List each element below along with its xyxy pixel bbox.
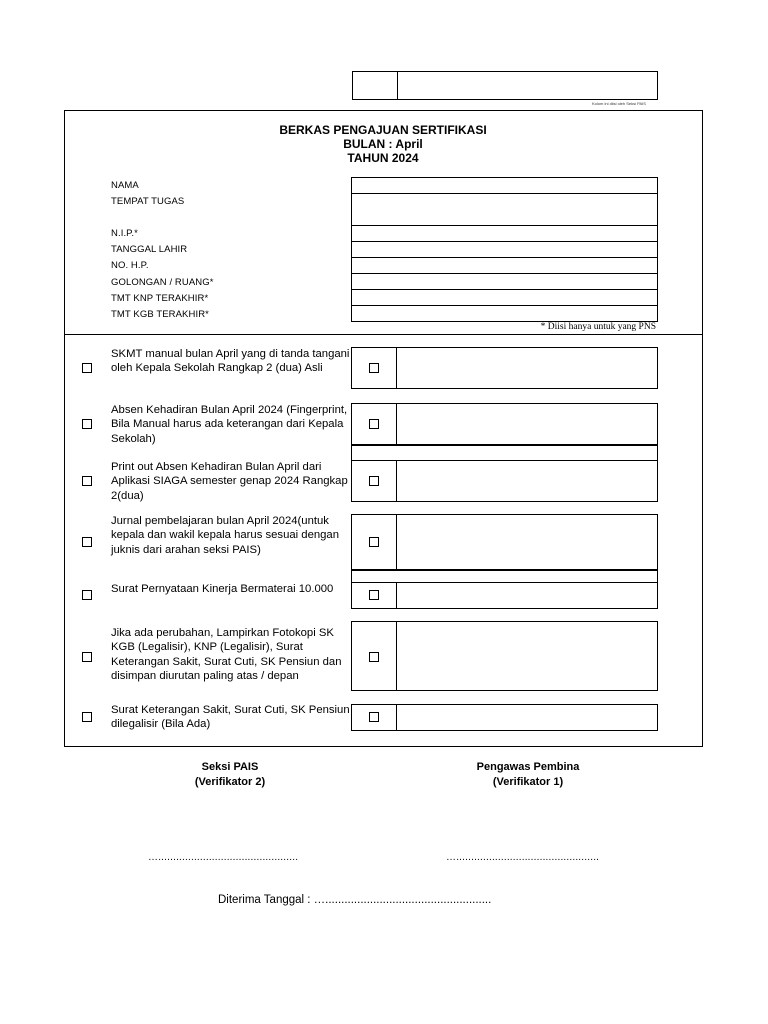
field-golongan[interactable] <box>351 273 658 290</box>
item-answer-checkbox-4[interactable] <box>369 537 379 547</box>
item-answer-divider-7 <box>396 704 397 731</box>
field-tmt-kgb[interactable] <box>351 305 658 322</box>
section-divider <box>64 334 703 335</box>
item-answer-checkbox-2[interactable] <box>369 419 379 429</box>
item-text-4: Jurnal pembelajaran bulan April 2024(untuk kepala dan wakil kepala harus sesuai dengan juknis dari arahan seksi PAIS) <box>111 515 339 556</box>
item-answer-divider-6 <box>396 621 397 691</box>
item-checkbox-2[interactable] <box>82 419 92 429</box>
field-tanggal-lahir[interactable] <box>351 241 658 258</box>
form-year: TAHUN 2024 <box>347 151 419 165</box>
form-month: BULAN : April <box>343 137 423 151</box>
item-checkbox-1[interactable] <box>82 363 92 373</box>
item-text-1: SKMT manual bulan April yang di tanda tangani oleh Kepala Sekolah Rangkap 2 (dua) Asli <box>111 348 350 375</box>
signature-left-title: (Verifikator 2) <box>194 776 266 788</box>
field-nama[interactable] <box>351 177 658 194</box>
item-checkbox-3[interactable] <box>82 476 92 486</box>
item-checkbox-5[interactable] <box>82 590 92 600</box>
item-answer-box-3 <box>351 445 658 502</box>
label-no-hp: NO. H.P. <box>111 260 149 271</box>
item-checkbox-4[interactable] <box>82 537 92 547</box>
item-answer-divider-3 <box>396 460 397 502</box>
item-answer-checkbox-3[interactable] <box>369 476 379 486</box>
header-code-divider <box>397 71 398 100</box>
item-text-3: Print out Absen Kehadiran Bulan April dari Aplikasi SIAGA semester genap 2024 Rangkap 2(dua) <box>111 461 348 502</box>
item-answer-checkbox-7[interactable] <box>369 712 379 722</box>
signature-right-role: Pengawas Pembina <box>476 761 580 773</box>
item-answer-divider-4 <box>396 514 397 570</box>
label-golongan: GOLONGAN / RUANG* <box>111 277 214 288</box>
label-tmt-kgb: TMT KGB TERAKHIR* <box>111 309 209 320</box>
field-tempat-tugas[interactable] <box>351 193 658 226</box>
label-nama: NAMA <box>111 180 139 191</box>
item-checkbox-6[interactable] <box>82 652 92 662</box>
item-answer-checkbox-1[interactable] <box>369 363 379 373</box>
item-text-5: Surat Pernyataan Kinerja Bermaterai 10.000 <box>111 583 334 595</box>
item-answer-box-2 <box>351 403 658 445</box>
item-answer-checkbox-6[interactable] <box>369 652 379 662</box>
pns-note: * Diisi hanya untuk yang PNS <box>540 322 656 332</box>
item-text-2: Absen Kehadiran Bulan April 2024 (Fingerprint, Bila Manual harus ada keterangan dari Kepala Sekolah) <box>111 404 348 445</box>
item-answer-checkbox-5[interactable] <box>369 590 379 600</box>
item-answer-divider-5 <box>396 582 397 609</box>
item-text-6: Jika ada perubahan, Lampirkan Fotokopi SK KGB (Legalisir), KNP (Legalisir), Surat Keterangan Sakit, Surat Cuti, SK Pensiun dan disimpan diurutan paling atas / depan <box>111 627 342 683</box>
label-nip: N.I.P.* <box>111 228 138 239</box>
item-text-7: Surat Keterangan Sakit, Surat Cuti, SK Pensiun dilegalisir (Bila Ada) <box>111 704 350 731</box>
item-answer-divider-2 <box>396 403 397 445</box>
header-note: Kolom ini diisi oleh Seksi PAIS <box>592 101 646 106</box>
signature-left-role: Seksi PAIS <box>201 761 259 773</box>
item-answer-box-1 <box>351 347 658 389</box>
signature-left-line: …............................................... <box>148 852 299 863</box>
signature-right-line: …................................................ <box>446 852 600 863</box>
label-tmt-knp: TMT KNP TERAKHIR* <box>111 293 209 304</box>
field-tmt-knp[interactable] <box>351 289 658 306</box>
item-answer-separator-3 <box>351 460 658 461</box>
signature-right-title: (Verifikator 1) <box>492 776 564 788</box>
item-checkbox-7[interactable] <box>82 712 92 722</box>
label-tempat-tugas: TEMPAT TUGAS <box>111 196 185 207</box>
received-date: Diterima Tanggal : ….................................................... <box>218 894 492 906</box>
field-nip[interactable] <box>351 225 658 242</box>
form-title: BERKAS PENGAJUAN SERTIFIKASI <box>279 123 487 137</box>
label-tanggal-lahir: TANGGAL LAHIR <box>111 244 188 255</box>
item-answer-box-7 <box>351 704 658 731</box>
item-answer-box-5 <box>351 570 658 609</box>
item-answer-box-4 <box>351 514 658 570</box>
item-answer-box-6 <box>351 621 658 691</box>
item-answer-separator-5 <box>351 582 658 583</box>
item-answer-divider-1 <box>396 347 397 389</box>
field-no-hp[interactable] <box>351 257 658 274</box>
